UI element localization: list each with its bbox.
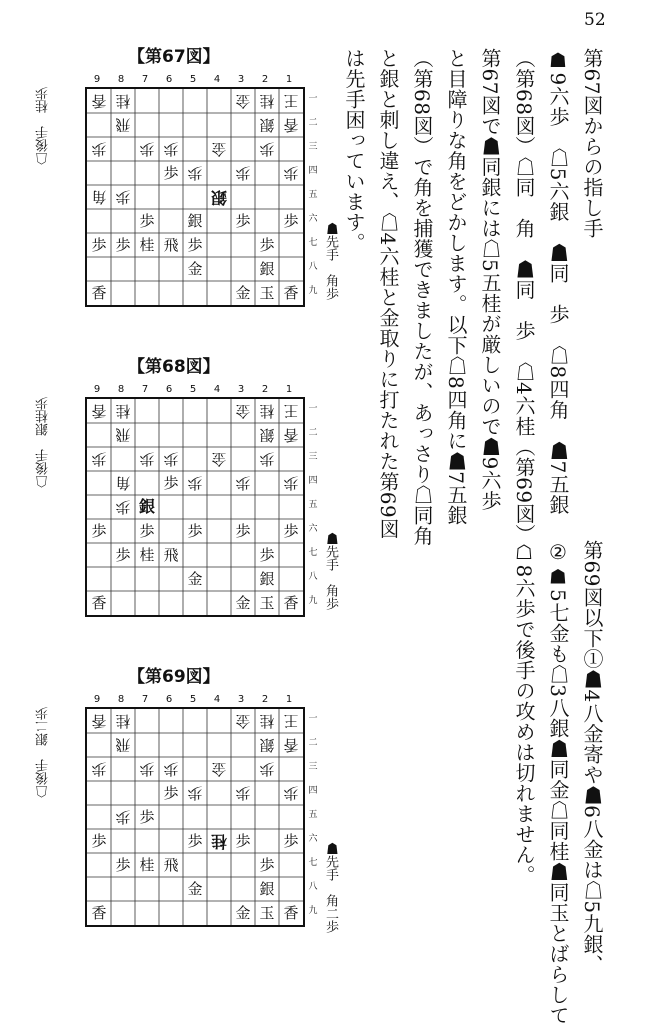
rank-label: 一 (308, 404, 318, 414)
gote-piece: 銀 (259, 426, 275, 445)
file-label: 1 (285, 694, 293, 705)
rank-label: 八 (308, 262, 318, 272)
text-column-2: ☗9六歩 ☖5六銀 ☗同 歩 ☖8四角 ☗7五銀 (546, 48, 570, 515)
file-label: 2 (261, 694, 269, 705)
rank-label: 六 (308, 834, 318, 844)
rank-label: 一 (308, 94, 318, 104)
rank-label: 九 (308, 596, 318, 606)
sente-piece: 香 (91, 903, 107, 922)
gote-piece: 桂 (259, 402, 275, 421)
rank-label: 三 (308, 762, 318, 772)
rank-label: 五 (308, 810, 318, 820)
file-label: 3 (237, 694, 245, 705)
file-label: 6 (165, 74, 173, 85)
file-label: 5 (189, 74, 197, 85)
file-label: 9 (93, 694, 101, 705)
gote-piece: 金 (211, 140, 227, 159)
rank-label: 四 (308, 476, 318, 486)
gote-piece: 香 (283, 736, 299, 755)
gote-hand: ☖後手 銀二歩 (36, 707, 51, 798)
gote-piece: 銀 (211, 188, 228, 207)
sente-piece: 飛 (163, 545, 179, 564)
gote-piece: 飛 (115, 426, 131, 445)
gote-piece: 香 (283, 116, 299, 135)
gote-piece: 桂 (115, 712, 131, 731)
rank-label: 七 (308, 238, 318, 248)
sente-piece: 歩 (163, 783, 179, 802)
sente-piece: 香 (283, 903, 299, 922)
gote-piece: 歩 (163, 140, 179, 159)
gote-piece: 金 (235, 402, 251, 421)
sente-piece: 歩 (283, 521, 299, 540)
gote-piece: 王 (283, 402, 299, 421)
sente-piece: 金 (187, 569, 203, 588)
text-column-9: 第69図以下①☗4八金寄や☗6八金は☖5九銀、 (580, 540, 604, 976)
rank-label: 五 (308, 190, 318, 200)
gote-piece: 歩 (139, 140, 155, 159)
sente-piece: 歩 (259, 855, 275, 874)
sente-piece: 玉 (259, 903, 275, 922)
sente-piece: 金 (187, 259, 203, 278)
sente-piece: 歩 (187, 521, 203, 540)
page-number: 52 (584, 10, 606, 30)
rank-label: 四 (308, 786, 318, 796)
rank-label: 二 (308, 738, 318, 748)
gote-piece: 香 (283, 426, 299, 445)
gote-piece: 歩 (259, 140, 275, 159)
file-label: 7 (141, 384, 149, 395)
shogi-board (85, 707, 305, 927)
gote-piece: 飛 (115, 116, 131, 135)
gote-piece: 歩 (187, 474, 203, 493)
gote-piece: 香 (91, 92, 107, 111)
text-column-8: は先手困っています。 (342, 48, 366, 253)
rank-labels (306, 397, 320, 613)
file-label: 8 (117, 694, 125, 705)
sente-piece: 歩 (235, 521, 251, 540)
gote-piece: 桂 (259, 92, 275, 111)
file-label: 5 (189, 694, 197, 705)
file-labels (85, 694, 301, 706)
gote-piece: 歩 (259, 450, 275, 469)
gote-piece: 歩 (187, 164, 203, 183)
file-label: 4 (213, 694, 221, 705)
file-labels (85, 74, 301, 86)
sente-piece: 飛 (163, 855, 179, 874)
text-column-4: 第67図で☗同銀には☖5五桂が厳しいので☗9六歩 (478, 48, 502, 511)
gote-piece: 歩 (139, 450, 155, 469)
sente-piece: 金 (187, 879, 203, 898)
gote-piece: 桂 (211, 832, 228, 851)
sente-piece: 銀 (259, 569, 275, 588)
file-label: 8 (117, 384, 125, 395)
file-label: 9 (93, 74, 101, 85)
gote-piece: 王 (283, 712, 299, 731)
gote-piece: 桂 (115, 92, 131, 111)
sente-hand: ☗先手 角歩 (323, 222, 338, 300)
rank-label: 八 (308, 572, 318, 582)
sente-piece: 桂 (139, 545, 155, 564)
file-label: 8 (117, 74, 125, 85)
sente-piece: 歩 (91, 521, 107, 540)
sente-piece: 桂 (139, 855, 155, 874)
gote-piece: 金 (235, 712, 251, 731)
text-column-7: と銀と刺し違え、☖4六桂と金取りに打たれた第69図 (376, 48, 400, 539)
diagram-title: 【第68図】 (128, 357, 220, 377)
gote-piece: 歩 (283, 784, 299, 803)
rank-label: 三 (308, 452, 318, 462)
gote-piece: 香 (91, 712, 107, 731)
gote-piece: 歩 (235, 164, 251, 183)
text-column-11: ☖8六歩で後手の攻めは切れません。 (512, 540, 536, 886)
gote-piece: 王 (283, 92, 299, 111)
diagram-title: 【第69図】 (128, 667, 220, 687)
gote-piece: 歩 (115, 808, 131, 827)
gote-piece: 歩 (235, 784, 251, 803)
gote-piece: 金 (211, 760, 227, 779)
sente-piece: 歩 (91, 235, 107, 254)
file-label: 4 (213, 74, 221, 85)
sente-piece: 歩 (139, 521, 155, 540)
sente-piece: 歩 (235, 831, 251, 850)
file-labels (85, 384, 301, 396)
text-column-1: 第67図からの指し手 (580, 48, 604, 239)
file-label: 1 (285, 74, 293, 85)
rank-label: 一 (308, 714, 318, 724)
gote-piece: 歩 (163, 450, 179, 469)
gote-piece: 角 (91, 188, 107, 207)
gote-piece: 歩 (283, 164, 299, 183)
sente-piece: 歩 (283, 211, 299, 230)
rank-label: 七 (308, 548, 318, 558)
sente-piece: 歩 (187, 235, 203, 254)
rank-label: 四 (308, 166, 318, 176)
rank-label: 九 (308, 906, 318, 916)
gote-piece: 香 (91, 402, 107, 421)
sente-piece: 香 (283, 593, 299, 612)
gote-piece: 歩 (139, 760, 155, 779)
file-label: 7 (141, 694, 149, 705)
shogi-board (85, 87, 305, 307)
gote-piece: 金 (211, 450, 227, 469)
sente-piece: 銀 (187, 211, 203, 230)
text-column-10: ②☗5七金も☖3八銀☗同金☖同桂☗同玉とばらして (546, 540, 570, 1025)
file-label: 3 (237, 384, 245, 395)
gote-piece: 飛 (115, 736, 131, 755)
sente-piece: 銀 (138, 497, 155, 516)
file-label: 7 (141, 74, 149, 85)
rank-label: 二 (308, 118, 318, 128)
sente-piece: 歩 (187, 831, 203, 850)
gote-hand: ☖後手 銀桂歩 (36, 397, 51, 488)
file-label: 2 (261, 74, 269, 85)
sente-hand: ☗先手 角歩 (323, 532, 338, 610)
sente-piece: 歩 (235, 211, 251, 230)
rank-label: 五 (308, 500, 318, 510)
gote-piece: 歩 (91, 450, 107, 469)
rank-label: 二 (308, 428, 318, 438)
rank-label: 九 (308, 286, 318, 296)
gote-piece: 銀 (259, 736, 275, 755)
rank-labels (306, 87, 320, 303)
file-label: 4 (213, 384, 221, 395)
sente-piece: 玉 (259, 593, 275, 612)
sente-piece: 歩 (115, 855, 131, 874)
gote-piece: 金 (235, 92, 251, 111)
gote-piece: 歩 (115, 188, 131, 207)
gote-piece: 桂 (115, 402, 131, 421)
sente-piece: 玉 (259, 283, 275, 302)
sente-piece: 飛 (163, 235, 179, 254)
sente-piece: 金 (235, 593, 251, 612)
rank-labels (306, 707, 320, 923)
rank-label: 八 (308, 882, 318, 892)
sente-piece: 桂 (139, 235, 155, 254)
gote-piece: 歩 (187, 784, 203, 803)
text-column-3: （第68図）☖同 角 ☗同 歩 ☖4六桂（第69図） (512, 48, 536, 545)
sente-piece: 歩 (163, 473, 179, 492)
rank-label: 七 (308, 858, 318, 868)
gote-piece: 歩 (235, 474, 251, 493)
sente-piece: 香 (283, 283, 299, 302)
gote-hand: ☖後手 桂歩 (36, 87, 51, 165)
file-label: 2 (261, 384, 269, 395)
gote-piece: 歩 (115, 498, 131, 517)
file-label: 9 (93, 384, 101, 395)
sente-piece: 歩 (163, 163, 179, 182)
sente-piece: 歩 (115, 235, 131, 254)
file-label: 3 (237, 74, 245, 85)
gote-piece: 歩 (283, 474, 299, 493)
sente-piece: 銀 (259, 879, 275, 898)
gote-piece: 歩 (91, 760, 107, 779)
rank-label: 三 (308, 142, 318, 152)
gote-piece: 歩 (259, 760, 275, 779)
gote-piece: 銀 (259, 116, 275, 135)
rank-label: 六 (308, 524, 318, 534)
gote-piece: 角 (115, 474, 131, 493)
sente-piece: 歩 (139, 807, 155, 826)
gote-piece: 桂 (259, 712, 275, 731)
sente-piece: 歩 (259, 545, 275, 564)
text-column-6: （第68図）で角を捕獲できましたが、あっさり☖同角 (410, 48, 434, 546)
diagram-title: 【第67図】 (128, 47, 220, 67)
sente-piece: 金 (235, 903, 251, 922)
sente-piece: 歩 (91, 831, 107, 850)
rank-label: 六 (308, 214, 318, 224)
file-label: 5 (189, 384, 197, 395)
sente-piece: 歩 (115, 545, 131, 564)
sente-piece: 香 (91, 593, 107, 612)
gote-piece: 歩 (91, 140, 107, 159)
file-label: 6 (165, 384, 173, 395)
file-label: 6 (165, 694, 173, 705)
sente-piece: 金 (235, 283, 251, 302)
sente-piece: 香 (91, 283, 107, 302)
gote-piece: 歩 (163, 760, 179, 779)
sente-piece: 歩 (259, 235, 275, 254)
text-column-5: と目障りな角をどかします。以下☖8四角に☗7五銀 (444, 48, 468, 526)
sente-piece: 歩 (283, 831, 299, 850)
file-label: 1 (285, 384, 293, 395)
sente-piece: 歩 (139, 211, 155, 230)
sente-piece: 銀 (259, 259, 275, 278)
sente-hand: ☗先手 角二歩 (323, 842, 338, 933)
shogi-board (85, 397, 305, 617)
